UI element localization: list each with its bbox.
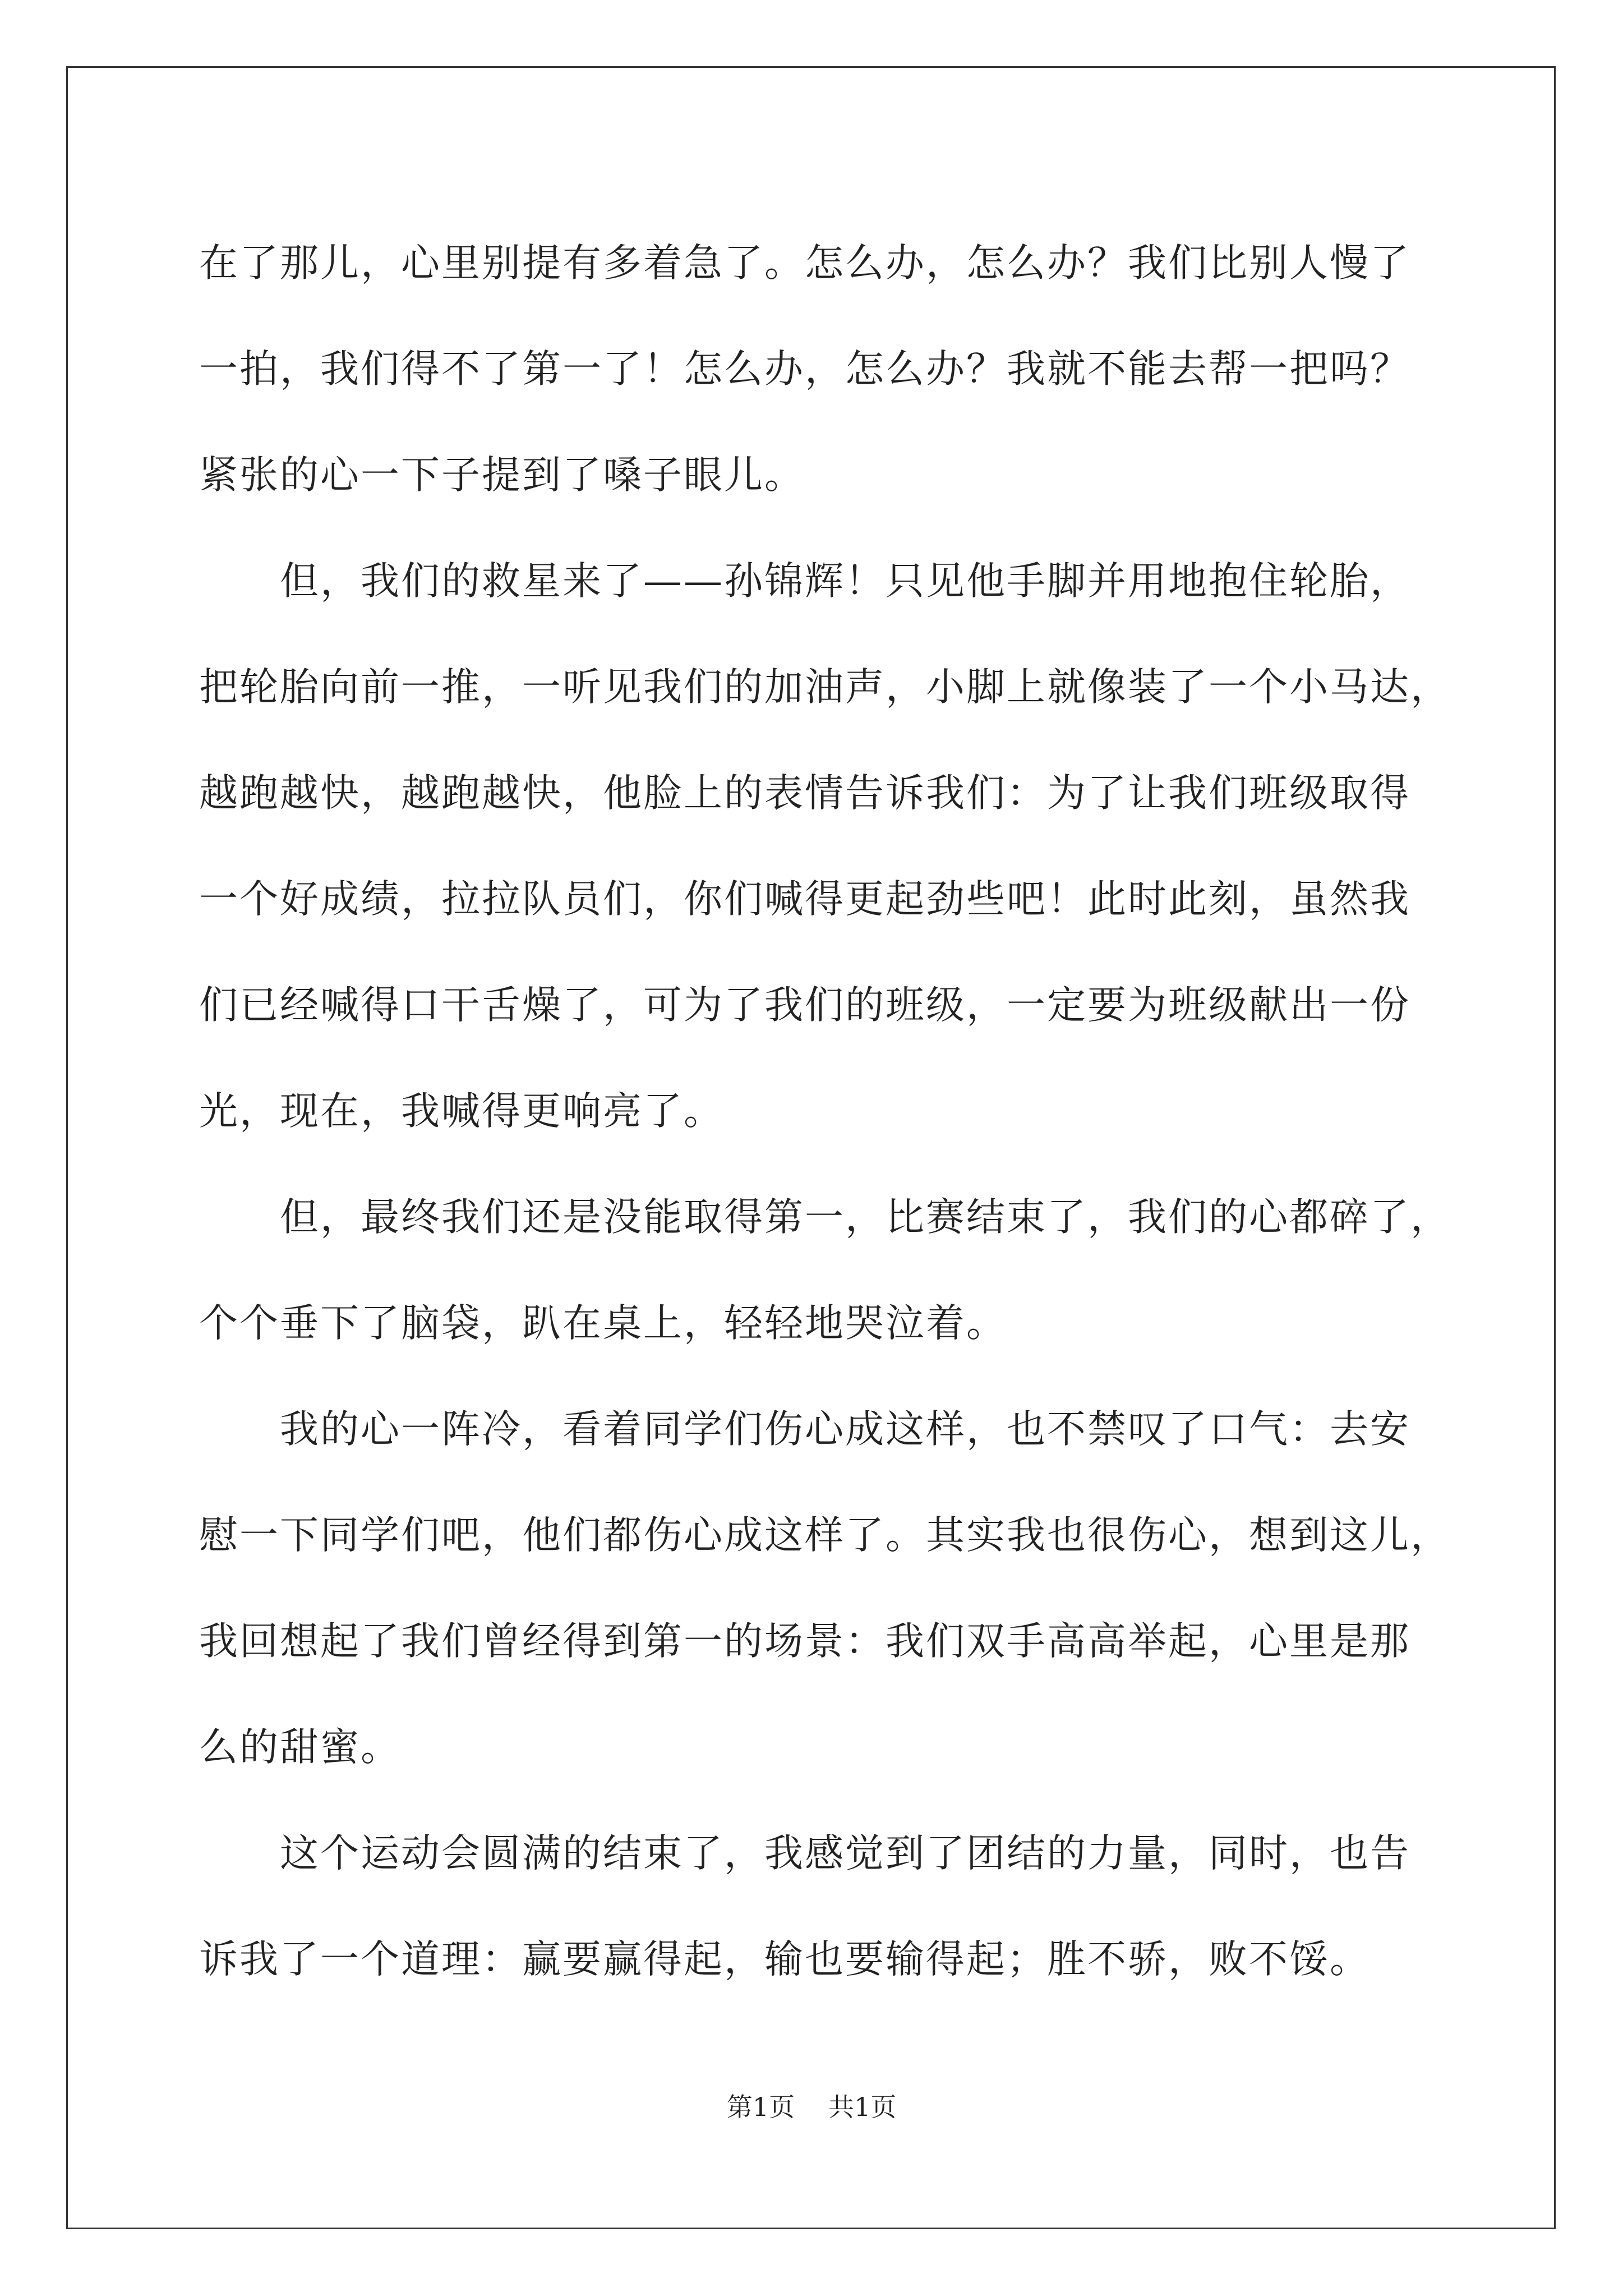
text-line: 一拍，我们得不了第一了！怎么办，怎么办？我就不能去帮一把吗？: [199, 347, 1410, 392]
text-line: 在了那儿，心里别提有多着急了。怎么办，怎么办？我们比别人慢了: [199, 241, 1410, 286]
text-line: 这个运动会圆满的结束了，我感觉到了团结的力量，同时，也告: [199, 1831, 1410, 1876]
text-line: 越跑越快，越跑越快，他脸上的表情告诉我们：为了让我们班级取得: [199, 771, 1410, 816]
page-number-total: 共1页: [828, 2092, 897, 2122]
text-line: 一个好成绩，拉拉队员们，你们喊得更起劲些吧！此时此刻，虽然我: [199, 877, 1410, 922]
text-line: 诉我了一个道理：赢要赢得起，输也要输得起；胜不骄，败不馁。: [199, 1937, 1370, 1982]
text-line: 把轮胎向前一推，一听见我们的加油声，小脚上就像装了一个小马达，: [199, 665, 1451, 710]
text-line: 但，我们的救星来了——孙锦辉！只见他手脚并用地抱住轮胎，: [199, 559, 1410, 604]
text-line: 我的心一阵冷，看着同学们伤心成这样，也不禁叹了口气：去安: [199, 1407, 1410, 1452]
text-line: 慰一下同学们吧，他们都伤心成这样了。其实我也很伤心，想到这儿，: [199, 1513, 1451, 1558]
text-line: 但，最终我们还是没能取得第一，比赛结束了，我们的心都碎了，: [199, 1195, 1451, 1240]
text-line: 紧张的心一下子提到了嗓子眼儿。: [199, 453, 805, 498]
text-line: 们已经喊得口干舌燥了，可为了我们的班级，一定要为班级献出一份: [199, 983, 1410, 1028]
text-line: 我回想起了我们曾经得到第一的场景：我们双手高高举起，心里是那: [199, 1619, 1410, 1664]
document-body: [199, 210, 1451, 2013]
page-footer: [0, 2087, 1623, 2124]
text-line: 么的甜蜜。: [199, 1725, 401, 1770]
text-line: 个个垂下了脑袋，趴在桌上，轻轻地哭泣着。: [199, 1301, 1007, 1346]
page-number-current: 第1页: [726, 2092, 795, 2122]
text-line: 光，现在，我喊得更响亮了。: [199, 1089, 724, 1134]
